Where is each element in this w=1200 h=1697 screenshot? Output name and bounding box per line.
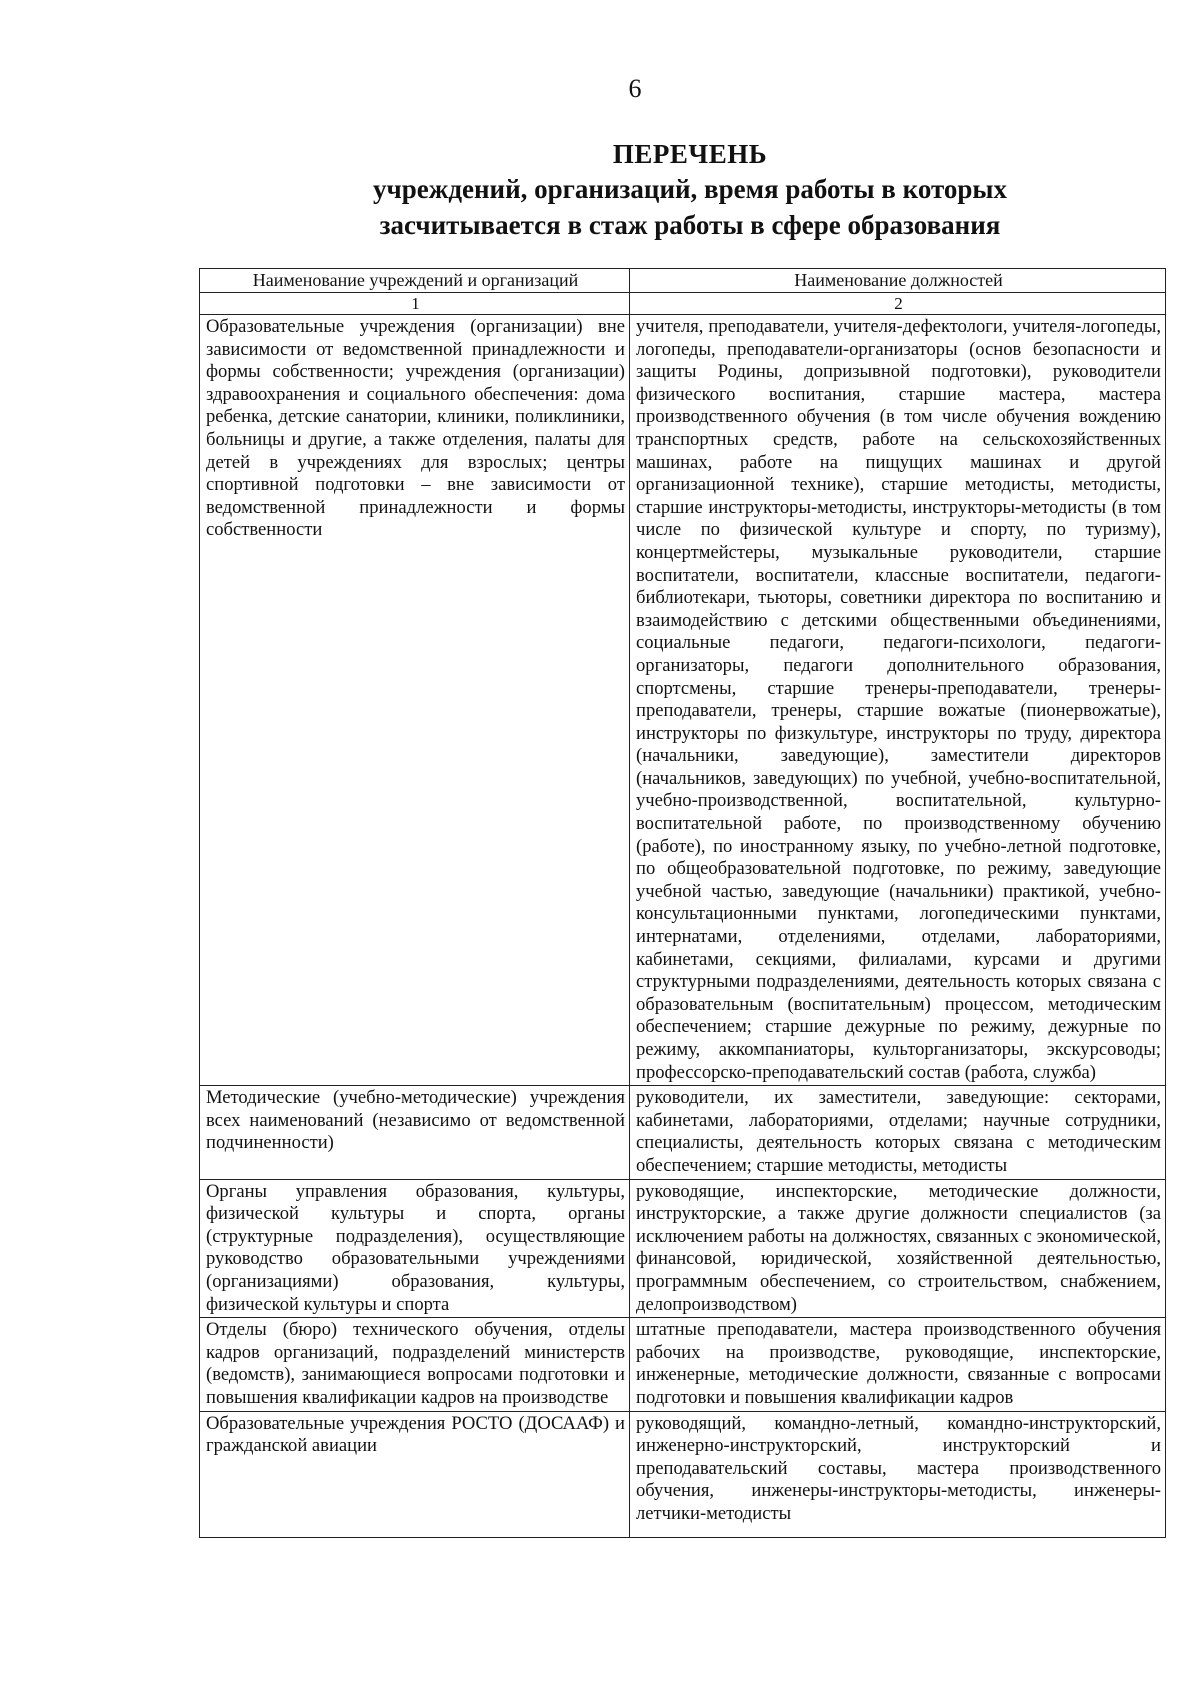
institution-cell: Образовательные учреждения РОСТО (ДОСААФ) и гражданской авиации (200, 1411, 630, 1538)
table-header-row (200, 269, 1166, 293)
positions-cell: руководящие, инспекторские, методические должности, инструкторские, а также другие должности специалистов (за исключением работы на должностях, связанных с экономической, финансовой, юридической, хозяйственной деятельностью, программным обеспечением, со строительством, снабжением, делопроизводством) (630, 1179, 1166, 1318)
column-header-institutions: Наименование учреждений и организаций (200, 269, 630, 293)
institution-cell: Отделы (бюро) технического обучения, отделы кадров организаций, подразделений министерств (ведомств), занимающиеся вопросами подготовки и повышения квалификации кадров на производстве (200, 1318, 630, 1411)
column-number-1: 1 (200, 293, 630, 315)
institution-cell: Органы управления образования, культуры, физической культуры и спорта, органы (структурные подразделения), осуществляющие руководство образовательными учреждениями (организациями) образования, культуры, физической культуры и спорта (200, 1179, 630, 1318)
positions-cell: руководители, их заместители, заведующие: секторами, кабинетами, лабораториями, отделами; научные сотрудники, специалисты, деятельность которых связана с методическим обеспечением; старшие методисты, методисты (630, 1086, 1166, 1179)
page-number: 6 (628, 74, 642, 103)
title-main: ПЕРЕЧЕНЬ (612, 139, 768, 169)
title-line-2: засчитывается в стаж работы в сфере образования (379, 210, 1001, 240)
document-title (190, 137, 1190, 243)
institution-cell: Методические (учебно-методические) учреждения всех наименований (независимо от ведомственной подчиненности) (200, 1086, 630, 1179)
column-number-row (200, 293, 1166, 315)
title-line-1: учреждений, организаций, время работы в которых (373, 174, 1007, 204)
institution-cell: Образовательные учреждения (организации) вне зависимости от ведомственной принадлежности и формы собственности; учреждения (организации) здравоохранения и социального обеспечения: дома ребенка, детские санатории, клиники, поликлиники, больницы и другие, а также отделения, палаты для детей в учреждениях для взрослых; центры спортивной подготовки – вне зависимости от ведомственной принадлежности и формы собственности (200, 315, 630, 1086)
positions-cell: штатные преподаватели, мастера производственного обучения рабочих на производстве, руководящие, инспекторские, инженерные, методические должности, связанные с вопросами подготовки и повышения квалификации кадров (630, 1318, 1166, 1411)
table-row (200, 1411, 1166, 1538)
positions-table (199, 268, 1166, 1538)
table-row (200, 1179, 1166, 1318)
table-row (200, 1318, 1166, 1411)
table-row (200, 315, 1166, 1086)
table-row (200, 1086, 1166, 1179)
positions-cell: руководящий, командно-летный, командно-инструкторский, инженерно-инструкторский, инструкторский и преподавательский составы, мастера производственного обучения, инженеры-инструкторы-методисты, инженеры-летчики-методисты (630, 1411, 1166, 1538)
positions-cell: учителя, преподаватели, учителя-дефектологи, учителя-логопеды, логопеды, преподаватели-организаторы (основ безопасности и защиты Родины, допризывной подготовки), руководители физического воспитания, старшие мастера, мастера производственного обучения (в том числе обучения вождению транспортных средств, работе на сельскохозяйственных машинах, работе на пищущих машинах и другой организационной технике), старшие методисты, методисты, старшие инструкторы-методисты, инструкторы-методисты (в том числе по физической культуре и спорту, по туризму), концертмейстеры, музыкальные руководители, старшие воспитатели, воспитатели, классные воспитатели, педагоги-библиотекари, тьюторы, советники директора по воспитанию и взаимодействию с детскими общественными объединениями, социальные педагоги, педагоги-психологи, педагоги-организаторы, педагоги дополнительного образования, спортсмены, старшие тренеры-преподаватели, тренеры-преподаватели, тренеры, старшие вожатые (пионервожатые), инструкторы по физкультуре, инструкторы по труду, директора (начальники, заведующие), заместители директоров (начальников, заведующих) по учебной, учебно-воспитательной, учебно-производственной, воспитательной, культурно-воспитательной работе, по производственному обучению (работе), по иностранному языку, по учебно-летной подготовке, по общеобразовательной подготовке, по режиму, заведующие учебной частью, заведующие (начальники) практикой, учебно-консультационными пунктами, логопедическими пунктами, интернатами, отделениями, отделами, лабораториями, кабинетами, секциями, филиалами, курсами и другими структурными подразделениями, деятельность которых связана с образовательным (воспитательным) процессом, методическим обеспечением; старшие дежурные по режиму, дежурные по режиму, аккомпаниаторы, культорганизаторы, экскурсоводы; профессорско-преподавательский состав (работа, служба) (630, 315, 1166, 1086)
column-number-2: 2 (630, 293, 1166, 315)
column-header-positions: Наименование должностей (630, 269, 1166, 293)
